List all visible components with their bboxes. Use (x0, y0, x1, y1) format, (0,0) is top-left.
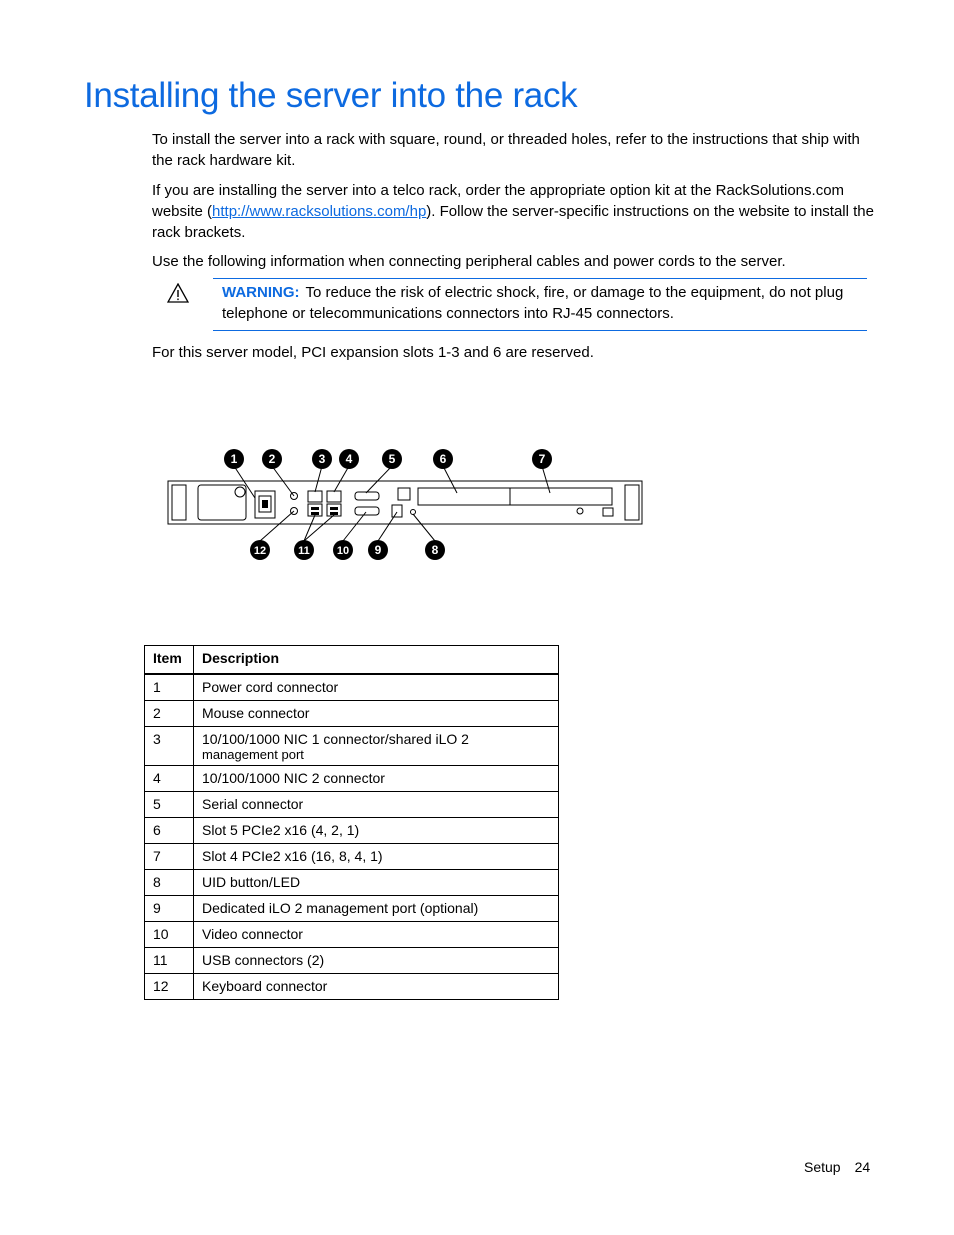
item-cell: 10 (145, 922, 194, 948)
telco-paragraph (152, 180, 874, 243)
table-row (145, 818, 559, 844)
description-cell: Keyboard connector (194, 974, 559, 1000)
item-cell: 3 (145, 727, 194, 766)
item-cell: 9 (145, 896, 194, 922)
callout-label-8: 8 (431, 543, 439, 557)
description-line-2: management port (202, 747, 304, 762)
header-item: Item (145, 646, 194, 675)
description-cell: UID button/LED (194, 870, 559, 896)
description-cell: Slot 5 PCIe2 x16 (4, 2, 1) (194, 818, 559, 844)
page-title: Installing the server into the rack (84, 76, 578, 115)
table-row (145, 896, 559, 922)
racksolutions-link[interactable]: http://www.racksolutions.com/hp (212, 203, 427, 220)
page-number: 24 (854, 1159, 871, 1175)
item-cell: 2 (145, 701, 194, 727)
table-row (145, 948, 559, 974)
item-cell: 8 (145, 870, 194, 896)
callout-label-11: 11 (298, 545, 310, 557)
item-cell: 11 (145, 948, 194, 974)
callout-label-2: 2 (268, 452, 276, 466)
header-description: Description (194, 646, 559, 675)
table-row (145, 674, 559, 701)
description-line-1: 10/100/1000 NIC 1 connector/shared iLO 2 (202, 731, 469, 747)
item-cell: 7 (145, 844, 194, 870)
warning-text (222, 282, 862, 324)
table-row (145, 766, 559, 792)
callout-label-5: 5 (388, 452, 396, 466)
warning-message: To reduce the risk of electric shock, fire, or damage to the equipment, do not plug telephone or telecommunications connectors into RJ-45 connectors. (222, 284, 844, 322)
item-cell: 6 (145, 818, 194, 844)
callout-label-9: 9 (374, 543, 382, 557)
callout-label-7: 7 (538, 452, 546, 466)
table-row (145, 792, 559, 818)
description-cell: Dedicated iLO 2 management port (optional) (194, 896, 559, 922)
telco-text-after: ). Follow the server-specific instructions on the website to install the rack brackets. (152, 203, 874, 241)
callout-label-1: 1 (230, 452, 238, 466)
table-row (145, 922, 559, 948)
connector-table (144, 645, 559, 1000)
description-cell: Power cord connector (194, 674, 559, 701)
description-cell (194, 727, 559, 766)
description-cell: Video connector (194, 922, 559, 948)
warning-label: WARNING: (222, 284, 300, 301)
description-cell: Slot 4 PCIe2 x16 (16, 8, 4, 1) (194, 844, 559, 870)
callout-label-12: 12 (253, 545, 267, 557)
description-cell: USB connectors (2) (194, 948, 559, 974)
description-cell: 10/100/1000 NIC 2 connector (194, 766, 559, 792)
cabling-paragraph: Use the following information when connecting peripheral cables and power cords to the server. (152, 253, 786, 270)
warning-triangle-icon (167, 283, 189, 303)
telco-text-before: If you are installing the server into a telco rack, order the appropriate option kit at the RackSolutions.com website ( (152, 182, 845, 220)
callout-label-3: 3 (318, 452, 326, 466)
item-cell: 1 (145, 674, 194, 701)
table-row (145, 727, 559, 766)
callout-label-10: 10 (336, 545, 350, 557)
item-cell: 4 (145, 766, 194, 792)
table-row (145, 974, 559, 1000)
pci-paragraph: For this server model, PCI expansion slots 1-3 and 6 are reserved. (152, 344, 594, 361)
item-cell: 5 (145, 792, 194, 818)
callout-label-4: 4 (345, 452, 353, 466)
server-rear-panel-diagram (160, 440, 650, 570)
table-header-row (145, 646, 559, 675)
callout-label-6: 6 (439, 452, 447, 466)
description-cell: Mouse connector (194, 701, 559, 727)
table-row (145, 844, 559, 870)
page-footer (804, 1159, 870, 1175)
item-cell: 12 (145, 974, 194, 1000)
intro-paragraph: To install the server into a rack with square, round, or threaded holes, refer to the instructions that ship with the rack hardware kit. (152, 131, 860, 169)
table-row (145, 701, 559, 727)
table-row (145, 870, 559, 896)
footer-section: Setup (804, 1159, 841, 1175)
description-cell: Serial connector (194, 792, 559, 818)
